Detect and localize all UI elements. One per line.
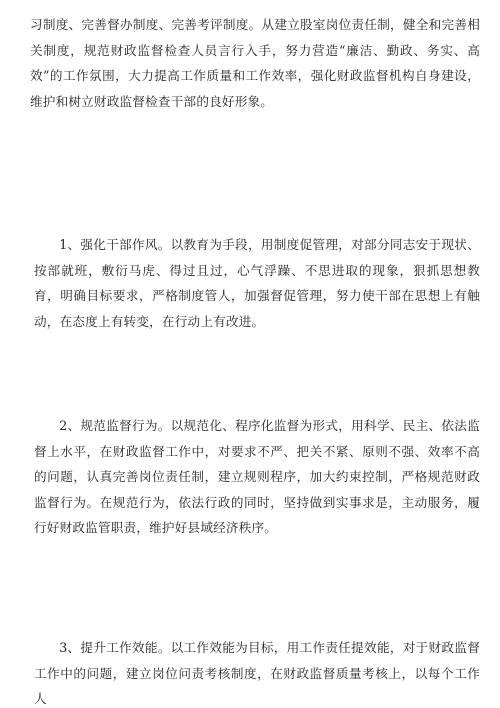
paragraph-work-efficiency: 3、提升工作效能。以工作效能为目标，用工作责任提效能，对于财政监督工作中的问题，建立岗位问责考核制度，在财政监督质量考核上，以每个工作人: [34, 640, 480, 706]
paragraph-supervision-conduct: 2、规范监督行为。以规范化、程序化监督为形式，用科学、民主、依法监督上水平，在财政监督工作中，对要求不严、把关不紧、原则不强、效率不高的问题，认真完善岗位责任制，建立规则程序，加大约束控制，严格规范财政监督行为。在规范行为，依法行政的同时，坚持做到实事求是，主动服务，履行好财政监管职责，维护好县域经济秩序。: [34, 418, 480, 535]
paragraph-cadre-style: 1、强化干部作风。以教育为手段，用制度促管理，对部分同志安于现状、按部就班，敷衍马虎、得过且过，心气浮躁、不思进取的现象，狠抓思想教育，明确目标要求，严格制度管人，加强督促管理，努力使干部在思想上有触动，在态度上有转变，在行动上有改进。: [34, 237, 480, 329]
paragraph-continuation: 习制度、完善督办制度、完善考评制度。从建立股室岗位责任制，健全和完善相关制度，规范财政监督检查人员言行入手，努力营造“廉洁、勤政、务实、高效”的工作氛围，大力提高工作质量和工作效率，强化财政监督机构自身建设，维护和树立财政监督检查干部的良好形象。: [30, 17, 480, 109]
